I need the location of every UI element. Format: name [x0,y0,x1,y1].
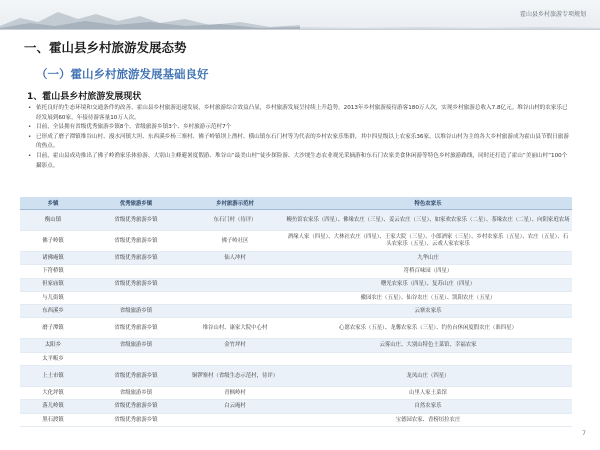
town-cell: 大化坪镇 [20,387,86,400]
town-cell: 诸佛庵镇 [20,252,86,265]
level-cell: 省级优秀旅游乡镇 [86,252,186,265]
table-row [20,210,572,231]
town-cell: 上土市镇 [20,366,86,387]
town-cell: 佛子岭镇 [20,231,86,252]
village-cell [186,291,284,304]
town-cell: 磨子潭镇 [20,318,86,339]
level-cell: 省级优秀旅游乡镇 [86,231,186,252]
village-cell: 白云庵村 [186,400,284,413]
table-row [20,413,572,426]
farm-cell: 徽园农庄（五星）、仙谷农庄（五星）、凯阳农庄（五星） [284,291,572,304]
table-row [20,252,572,265]
bullet-item: • 目前，霍山县成功推出了佛子岭渔家乐体验游、大别山主峰避暑度假游、堆谷山“最美山村”徒步探险游、大沙埂生态农业观光采摘游和东石门农家美食休闲游等特色乡村旅游路线，同时还打造了霍山“美丽山村”100个攝影点。 [27,152,572,171]
section-subtitle: （一）霍山乡村旅游发展基础良好 [36,67,209,81]
table-row [20,366,572,387]
table-row [20,352,572,365]
farm-cell: 龙凤山庄（四星） [284,366,572,387]
village-cell [186,278,284,291]
level-cell [86,291,186,304]
level-cell: 省级优秀旅游乡镇 [86,413,186,426]
village-cell [186,305,284,318]
bullet-item: • 已形成了磨子潭镇堆谷山村、漫水河镇大坦、东西溪乡杨三寨村、佛子岭镇坝上渔村、横山镇东石门村等为代表的乡村农家乐集群，其中四星级以上农家乐36家，以堆谷山村为主的各大乡村旅游成为霍山县节假日旅游的热点。 [27,133,572,152]
section-title: 一、霍山县乡村旅游发展态势 [24,40,187,55]
town-cell: 太平畈乡 [20,352,86,365]
village-cell: 仙人冲村 [186,252,284,265]
table-row [20,305,572,318]
level-cell [86,352,186,365]
village-cell [186,265,284,278]
farm-cell [284,352,572,365]
farm-cell: 云雾山庄、大别山特色土菜馆、幸福农家 [284,339,572,352]
town-cell: 落儿岭镇 [20,400,86,413]
bullet-item: • 目前，全县拥有省级优秀旅游乡镇8个、省级旅游乡镇3个、乡村旅游示范村7个 [27,123,572,133]
village-cell: 东石门村（待评） [186,210,284,231]
column-header-tourism-level: 优秀旅游乡镇 [86,197,186,210]
mountain-landscape-icon [0,0,600,30]
farm-cell: 云寨农家乐 [284,305,572,318]
farm-cell: 符桥百味园（四星） [284,265,572,278]
header-banner [0,0,600,30]
column-header-farm-stays: 特色农家乐 [284,197,572,210]
column-header-town: 乡镇 [20,197,86,210]
table-row [20,278,572,291]
town-cell: 东西溪乡 [20,305,86,318]
town-cell: 黑石渡镇 [20,413,86,426]
farm-cell: 酒缘人家（四星）、大林社农庄（四星）、王家大院（三星）、小郎酒家（三星）、乡村农家乐（五星）、农庄（五星）、石头农家乐（五星）、云戏人家农家乐 [284,231,572,252]
status-bullet-list [27,104,572,171]
farm-cell: 心愿农家乐（五星）、龙馨农家乐（三星）、钓鱼台休闲度假农庄（准四星） [284,318,572,339]
table-row [20,318,572,339]
farm-cell: 山里人家土菜馆 [284,387,572,400]
level-cell: 省级旅游乡镇 [86,387,186,400]
village-cell: 佛子岭社区 [186,231,284,252]
farm-cell: 鳗鱼馆农家乐（四星）、佛缘农庄（三星）、姜云农庄（三星）、如家欢农家乐（二星）、茶缘农庄（二星）、向阳家庭农场 [284,210,572,231]
township-tourism-table [20,197,572,427]
header-divider [0,29,600,30]
village-cell: 堆谷山村、康家大院中心村 [186,318,284,339]
village-cell: 金竹坪村 [186,339,284,352]
farm-cell: 自然农家乐 [284,400,572,413]
town-cell: 太阳乡 [20,339,86,352]
level-cell: 省级旅游乡镇 [86,339,186,352]
level-cell [86,265,186,278]
table-row [20,265,572,278]
town-cell: 下符桥镇 [20,265,86,278]
village-cell: 青枫岭村 [186,387,284,400]
level-cell: 省级优秀旅游乡镇 [86,400,186,413]
village-cell [186,413,284,426]
table-row [20,231,572,252]
table-header-row [20,197,572,210]
table-row [20,339,572,352]
table-row [20,291,572,304]
town-cell: 衡山镇 [20,210,86,231]
table-row [20,387,572,400]
village-cell: 铜锣寨村（省级生态示范村，待评） [186,366,284,387]
document-title: 霍山县乡村旅游专项规划 [519,11,586,18]
subsection-title: 1、霍山县乡村旅游发展现状 [27,92,142,102]
town-cell: 与儿街镇 [20,291,86,304]
level-cell: 省级旅游乡镇 [86,305,186,318]
level-cell: 省级优秀旅游乡镇 [86,278,186,291]
farm-cell: 九华山庄 [284,252,572,265]
page-number: 7 [582,430,586,437]
level-cell: 省级优秀旅游乡镇 [86,210,186,231]
village-cell [186,352,284,365]
level-cell: 省级优秀旅游乡镇 [86,318,186,339]
farm-cell: 宝德园农家、香榜垣拉农庄 [284,413,572,426]
table-row [20,400,572,413]
town-cell: 但家庙镇 [20,278,86,291]
bullet-item: • 依托良好的生态环境和交通条件的改善，霍山县乡村旅游迅速发展，乡村旅游综合效益凸显，乡村旅游发展呈持续上升趋势。2013年乡村旅游接待游客180万人次，实现乡村旅游总收入7.8亿元。堆谷山村的农家乐已经发展到60家，年接待游客量10万人次。 [27,104,572,123]
column-header-demo-village: 乡村旅游示范村 [186,197,284,210]
level-cell: 省级优秀旅游乡镇 [86,366,186,387]
farm-cell: 曙光农家乐（四星）、复苏山庄（四星） [284,278,572,291]
